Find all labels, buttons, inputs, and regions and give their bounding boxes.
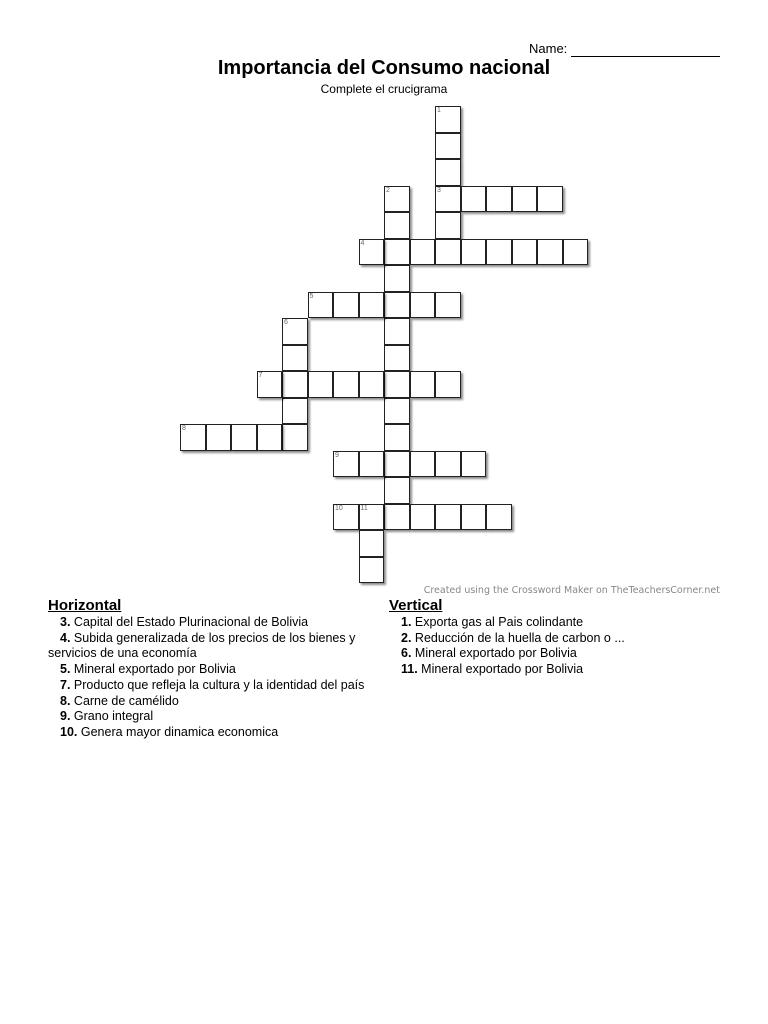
clue-number: 9 [335,451,339,459]
crossword-cell[interactable] [384,398,410,425]
crossword-cell[interactable] [384,318,410,345]
vertical-clue-list [389,615,719,678]
clue-item [48,662,383,678]
crossword-cell[interactable] [537,239,563,266]
clue-number: 10 [335,504,343,512]
clue-item-text: Capital del Estado Plurinacional de Bolivia [70,615,309,629]
crossword-cell[interactable] [384,371,410,398]
clue-item [48,725,383,741]
clue-item-text: Carne de camélido [70,693,179,708]
vertical-heading: Vertical [389,597,443,614]
crossword-cell[interactable] [410,371,436,398]
crossword-cell[interactable] [333,292,359,319]
crossword-cell[interactable] [384,265,410,292]
clue-number: 8 [182,425,186,432]
clue-item-text: Subida generalizada de los precios de los bienes y servicios de una economía [48,630,356,661]
clue-item-text: Producto que refleja la cultura y la identidad del país [70,677,365,692]
crossword-cell[interactable] [512,186,538,213]
clue-item-number: 9. [60,709,71,724]
crossword-cell[interactable] [435,504,461,531]
crossword-cell[interactable] [410,292,436,319]
clue-item-number: 3. [60,615,71,629]
clue-item-number: 7. [60,677,71,692]
clue-number: 4 [360,239,365,247]
clue-item-number: 10. [60,724,78,739]
crossword-cell[interactable] [384,212,410,239]
crossword-cell[interactable] [410,451,436,478]
clue-number: 2 [386,186,390,194]
crossword-cell[interactable] [333,451,359,478]
crossword-cell[interactable] [435,106,461,133]
crossword-cell[interactable] [435,239,461,266]
crossword-cell[interactable] [333,371,359,398]
crossword-cell[interactable] [384,451,410,478]
crossword-cell[interactable] [384,186,410,213]
crossword-cell[interactable] [435,186,461,213]
clue-item-text: Genera mayor dinamica economica [77,724,279,739]
clue-number: 11 [360,504,368,512]
crossword-cell[interactable] [384,239,410,266]
crossword-cell[interactable] [486,239,512,266]
clue-number: 1 [437,107,441,114]
crossword-cell[interactable] [180,424,206,451]
clue-item-number: 8. [60,693,71,708]
clue-item-text: Reducción de la huella de carbon o ... [411,630,625,645]
clue-number: 6 [284,319,288,326]
credit-text: Created using the Crossword Maker on TheTeachersCorner.net [423,585,720,596]
page-title: Importancia del Consumo nacional [217,57,551,79]
clue-item [48,694,383,710]
crossword-cell[interactable] [257,371,283,398]
crossword-cell[interactable] [435,292,461,319]
clue-item-number: 4. [60,630,71,645]
crossword-cell[interactable] [282,318,308,345]
crossword-cell[interactable] [410,239,436,266]
clue-number: 7 [258,372,263,379]
crossword-cell[interactable] [282,371,308,398]
crossword-cell[interactable] [563,239,589,266]
crossword-cell[interactable] [359,239,385,266]
crossword-cell[interactable] [384,424,410,451]
crossword-cell[interactable] [257,424,283,451]
crossword-cell[interactable] [461,186,487,213]
crossword-cell[interactable] [359,451,385,478]
crossword-cell[interactable] [359,371,385,398]
clue-item [48,709,383,725]
crossword-cell[interactable] [435,159,461,186]
clue-item-number: 11. [401,662,418,677]
clue-item-number: 5. [60,662,71,677]
crossword-cell[interactable] [486,504,512,531]
crossword-cell[interactable] [359,530,385,557]
crossword-cell[interactable] [282,424,308,451]
crossword-cell[interactable] [461,504,487,531]
crossword-cell[interactable] [308,371,334,398]
crossword-cell[interactable] [282,345,308,372]
horizontal-clue-list [48,615,383,741]
clue-item [389,646,719,662]
clue-number: 3 [437,186,441,194]
clue-item [389,615,719,631]
clue-number: 5 [309,292,314,300]
page-subtitle: Complete el crucigrama [320,82,448,96]
crossword-cell[interactable] [359,557,385,584]
crossword-cell[interactable] [512,239,538,266]
name-label: Name: [529,41,568,56]
crossword-cell[interactable] [282,398,308,425]
crossword-cell[interactable] [384,504,410,531]
clue-item [48,631,383,662]
crossword-cell[interactable] [384,477,410,504]
clue-item [48,678,383,694]
clue-item [389,662,719,678]
clue-item [389,631,719,647]
crossword-cell[interactable] [435,371,461,398]
crossword-cell[interactable] [384,292,410,319]
crossword-cell[interactable] [308,292,334,319]
horizontal-heading: Horizontal [48,597,122,614]
crossword-cell[interactable] [231,424,257,451]
crossword-cell[interactable] [461,239,487,266]
clue-item-text: Mineral exportado por Bolivia [411,646,577,661]
clue-item-number: 2. [401,630,412,645]
crossword-cell[interactable] [435,451,461,478]
clue-item-text: Grano integral [70,709,154,724]
crossword-cell[interactable] [435,212,461,239]
crossword-cell[interactable] [359,292,385,319]
crossword-cell[interactable] [410,504,436,531]
crossword-cell[interactable] [359,504,385,531]
crossword-cell[interactable] [461,451,487,478]
clue-item-text: Mineral exportado por Bolivia [70,662,236,677]
crossword-cell[interactable] [206,424,232,451]
clue-item [48,615,383,631]
clue-item-text: Mineral exportado por Bolivia [417,662,584,677]
clue-item-text: Exporta gas al Pais colindante [411,615,584,629]
crossword-cell[interactable] [435,133,461,160]
clue-item-number: 1. [401,615,412,629]
crossword-cell[interactable] [486,186,512,213]
crossword-cell[interactable] [333,504,359,531]
crossword-cell[interactable] [537,186,563,213]
crossword-cell[interactable] [384,345,410,372]
clue-item-number: 6. [401,646,412,661]
